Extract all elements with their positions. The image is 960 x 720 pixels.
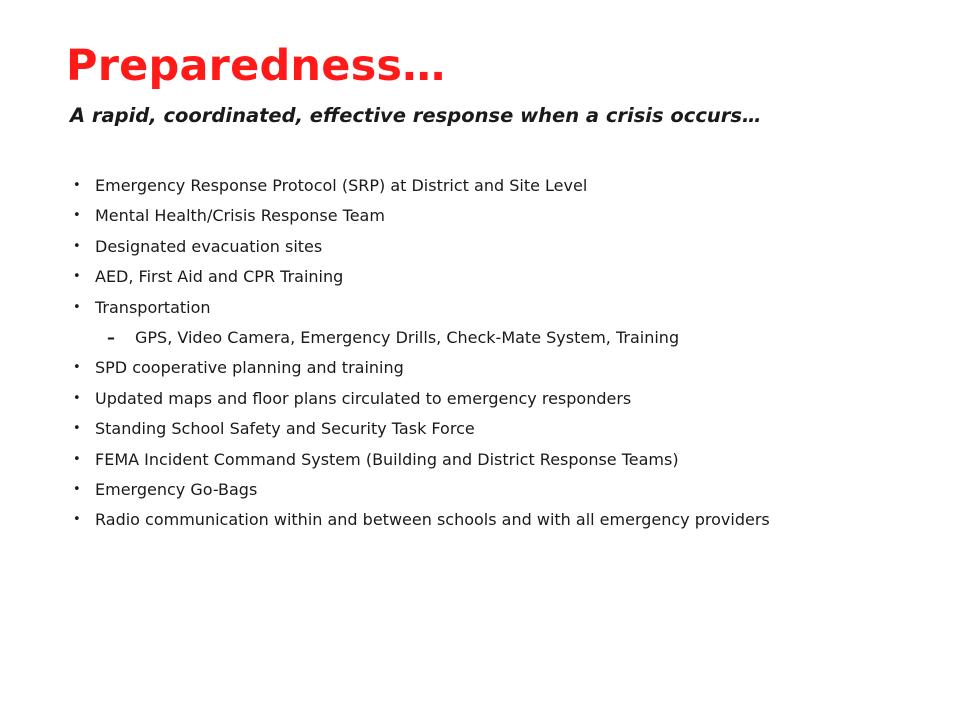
bullet-text: Designated evacuation sites bbox=[95, 236, 323, 256]
bullet-item bbox=[0, 232, 960, 262]
sub-bullet-text: GPS, Video Camera, Emergency Drills, Check-Mate System, Training bbox=[135, 327, 680, 347]
bullet-item bbox=[0, 475, 960, 505]
bullet-marker: • bbox=[73, 421, 81, 437]
bullet-marker: • bbox=[73, 178, 81, 193]
bullet-text: SPD cooperative planning and training bbox=[95, 358, 404, 378]
bullet-marker: • bbox=[73, 208, 81, 224]
bullet-text: Emergency Go-Bags bbox=[95, 479, 258, 499]
slide-subtitle: A rapid, coordinated, effective response when a crisis occurs… bbox=[70, 104, 762, 127]
bullet-item bbox=[0, 262, 960, 292]
bullet-item bbox=[0, 414, 960, 444]
bullet-item bbox=[0, 293, 960, 323]
bullet-text: FEMA Incident Command System (Building and District Response Teams) bbox=[95, 449, 679, 469]
bullet-list bbox=[0, 171, 960, 536]
bullet-text: Updated maps and floor plans circulated to emergency responders bbox=[95, 388, 632, 408]
bullet-item bbox=[0, 505, 960, 535]
bullet-text: AED, First Aid and CPR Training bbox=[95, 267, 344, 287]
bullet-text: Mental Health/Crisis Response Team bbox=[95, 206, 385, 226]
bullet-marker: • bbox=[73, 481, 81, 497]
bullet-marker: • bbox=[73, 360, 81, 376]
sub-bullet-item bbox=[0, 323, 960, 353]
bullet-marker: • bbox=[73, 390, 81, 406]
bullet-text: Radio communication within and between schools and with all emergency providers bbox=[95, 510, 770, 530]
bullet-text: Emergency Response Protocol (SRP) at District and Site Level bbox=[95, 176, 588, 195]
bullet-marker: • bbox=[73, 269, 81, 285]
bullet-text: Standing School Safety and Security Task Force bbox=[95, 419, 475, 439]
bullet-item bbox=[0, 353, 960, 383]
dash-marker: – bbox=[107, 327, 115, 347]
bullet-marker: • bbox=[73, 512, 81, 528]
bullet-text: Transportation bbox=[95, 297, 211, 317]
bullet-marker: • bbox=[73, 451, 81, 467]
bullet-item bbox=[0, 445, 960, 475]
bullet-item bbox=[0, 201, 960, 231]
bullet-item bbox=[0, 384, 960, 414]
bullet-marker: • bbox=[73, 238, 81, 254]
bullet-marker: • bbox=[73, 299, 81, 315]
bullet-item bbox=[0, 171, 960, 201]
slide-title: Preparedness… bbox=[66, 41, 446, 91]
